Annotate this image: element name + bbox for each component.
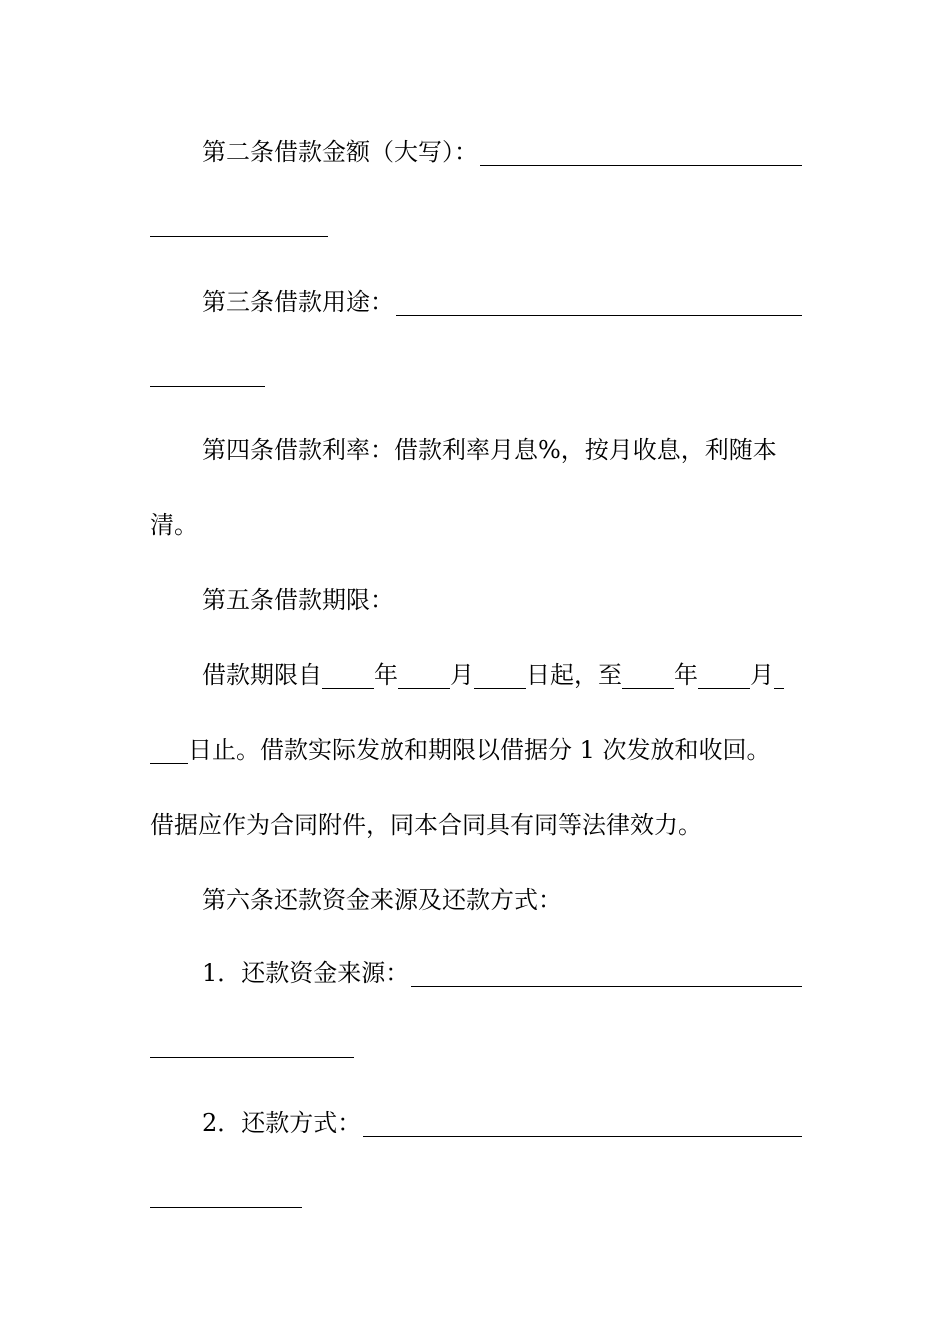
article-2-label: 第二条借款金额（大写）： (202, 138, 478, 166)
start-month-blank[interactable] (398, 662, 450, 689)
end-year-label: 年 (674, 661, 698, 689)
end-year-blank[interactable] (622, 662, 674, 689)
article-3-purpose-blank[interactable] (396, 289, 802, 316)
start-year-blank[interactable] (322, 662, 374, 689)
article-5-line-2 (150, 725, 802, 775)
end-day-blank[interactable] (774, 662, 784, 689)
item-1-label: 1．还款资金来源： (202, 959, 410, 987)
article-5-line-2-text: 日止。借款实际发放和期限以借据分 1 次发放和收回。 (188, 736, 771, 764)
repayment-source-continuation-blank[interactable] (150, 1057, 354, 1058)
article-5-term-line (202, 650, 802, 700)
article-6-item-2 (202, 1098, 802, 1148)
article-3-line (202, 277, 802, 327)
repayment-method-continuation-blank[interactable] (150, 1207, 302, 1208)
start-day-blank[interactable] (474, 662, 526, 689)
end-month-label: 月 (750, 661, 774, 689)
article-5-line-3: 借据应作为合同附件，同本合同具有同等法律效力。 (150, 811, 702, 839)
start-month-label: 月 (450, 661, 474, 689)
start-year-label: 年 (374, 661, 398, 689)
article-3-label: 第三条借款用途： (202, 288, 394, 316)
start-day-label: 日起，至 (526, 661, 622, 689)
item-2-label: 2．还款方式： (202, 1109, 362, 1137)
end-month-blank[interactable] (698, 662, 750, 689)
end-day-blank-continued[interactable] (150, 737, 188, 764)
article-6-heading: 第六条还款资金来源及还款方式： (202, 886, 562, 914)
article-2-amount-blank[interactable] (480, 139, 802, 166)
repayment-source-blank[interactable] (411, 960, 802, 987)
article-3-continuation-blank[interactable] (150, 386, 265, 387)
article-4-line-2: 清。 (150, 511, 198, 539)
article-5-heading: 第五条借款期限： (202, 586, 394, 614)
term-start-label: 借款期限自 (202, 661, 322, 689)
article-6-item-1 (202, 948, 802, 998)
article-2-continuation-blank[interactable] (150, 236, 328, 237)
article-2-line (202, 127, 802, 177)
repayment-method-blank[interactable] (363, 1110, 802, 1137)
article-4-line-1: 第四条借款利率：借款利率月息%，按月收息，利随本 (202, 436, 777, 464)
